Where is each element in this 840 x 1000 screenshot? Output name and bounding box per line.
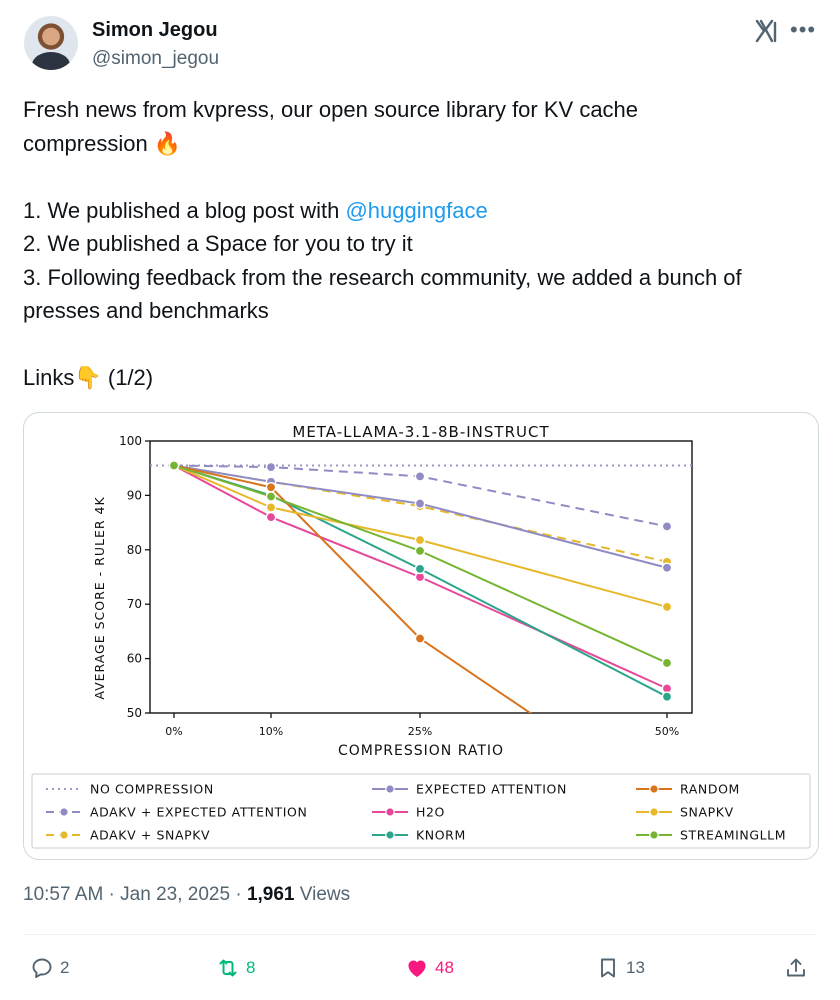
legend-marker xyxy=(60,808,68,816)
retweet-button[interactable] xyxy=(216,954,255,982)
data-point xyxy=(266,483,275,492)
tweet-text xyxy=(23,93,823,395)
author-name[interactable]: Simon Jegou xyxy=(92,19,218,41)
like-button[interactable] xyxy=(405,954,454,982)
share-icon xyxy=(784,956,808,980)
x-axis-label: COMPRESSION RATIO xyxy=(337,743,505,759)
media-card[interactable] xyxy=(23,412,819,860)
x-logo-icon[interactable] xyxy=(754,18,780,44)
legend-marker xyxy=(386,831,394,839)
tweet-line: Links👇 (1/2) xyxy=(23,365,154,390)
data-point xyxy=(662,658,671,667)
data-point xyxy=(415,472,424,481)
tweet-time[interactable]: 10:57 AM xyxy=(23,884,104,905)
legend-marker xyxy=(386,808,394,816)
tweet-line: 2. We published a Space for you to try it xyxy=(23,231,413,256)
data-point xyxy=(415,546,424,555)
bookmark-count: 13 xyxy=(626,958,645,977)
retweet-count: 8 xyxy=(246,958,256,977)
retweet-icon xyxy=(216,956,240,980)
tweet-date[interactable]: Jan 23, 2025 xyxy=(120,884,231,905)
legend-label: SNAPKV xyxy=(680,804,734,820)
legend-marker xyxy=(386,785,394,793)
tweet-line: Fresh news from kvpress, our open source library for KV cache xyxy=(23,97,639,122)
avatar[interactable] xyxy=(24,16,78,70)
legend-label: KNORM xyxy=(416,827,466,843)
legend-label: H2O xyxy=(416,804,445,820)
tweet-meta: 10:57 AM · Jan 23, 2025 · 1,961 Views xyxy=(23,884,351,905)
data-point xyxy=(266,463,275,472)
x-tick-label: 25% xyxy=(407,725,433,738)
legend-marker xyxy=(60,831,68,839)
views-label: Views xyxy=(299,884,351,905)
y-tick-label: 100 xyxy=(119,434,142,448)
legend-label: RANDOM xyxy=(680,781,740,797)
x-tick-label: 0% xyxy=(165,725,183,738)
y-tick-label: 70 xyxy=(126,597,142,612)
data-point xyxy=(415,499,424,508)
data-point xyxy=(169,461,178,470)
data-point xyxy=(662,602,671,611)
legend-label: EXPECTED ATTENTION xyxy=(416,781,567,797)
share-button[interactable] xyxy=(784,954,814,982)
legend-label: NO COMPRESSION xyxy=(90,781,214,797)
legend-label: STREAMINGLLM xyxy=(680,827,787,843)
legend-marker xyxy=(650,831,658,839)
x-tick-label: 10% xyxy=(258,725,284,738)
data-point xyxy=(415,535,424,544)
reply-count: 2 xyxy=(60,958,70,977)
legend-marker xyxy=(650,808,658,816)
reply-button[interactable] xyxy=(30,954,69,982)
legend-label: ADAKV + SNAPKV xyxy=(90,827,211,843)
chart xyxy=(24,413,818,859)
data-point xyxy=(662,563,671,572)
tweet-line xyxy=(23,194,823,228)
like-count: 48 xyxy=(435,958,454,977)
reply-icon xyxy=(30,956,54,980)
data-point xyxy=(266,492,275,501)
y-axis-label: AVERAGE SCORE - RULER 4K xyxy=(92,496,107,700)
bookmark-button[interactable] xyxy=(596,954,645,982)
divider xyxy=(23,934,817,935)
y-tick-label: 60 xyxy=(126,651,142,666)
bookmark-icon xyxy=(596,956,620,980)
data-point xyxy=(662,522,671,531)
data-point xyxy=(266,503,275,512)
legend-label: ADAKV + EXPECTED ATTENTION xyxy=(90,804,308,820)
more-icon[interactable]: ••• xyxy=(790,17,817,42)
views-count: 1,961 xyxy=(246,884,295,905)
data-point xyxy=(662,692,671,701)
x-tick-label: 50% xyxy=(654,725,680,738)
chart-title: META-LLAMA-3.1-8B-INSTRUCT xyxy=(292,423,550,441)
data-point xyxy=(415,634,424,643)
y-tick-label: 80 xyxy=(126,542,142,557)
tweet-text-fragment: 1. We published a blog post with xyxy=(23,197,346,223)
mention-link[interactable]: @huggingface xyxy=(345,197,488,223)
tweet-line: presses and benchmarks xyxy=(23,298,269,323)
y-tick-label: 90 xyxy=(126,488,142,503)
y-tick-label: 50 xyxy=(126,706,142,720)
heart-icon xyxy=(405,956,429,980)
tweet-line: compression 🔥 xyxy=(23,130,182,156)
tweet-line: 3. Following feedback from the research community, we added a bunch of xyxy=(23,264,742,290)
legend-marker xyxy=(650,785,658,793)
author-handle[interactable]: @simon_jegou xyxy=(92,48,220,69)
data-point xyxy=(415,564,424,573)
data-point xyxy=(266,513,275,522)
